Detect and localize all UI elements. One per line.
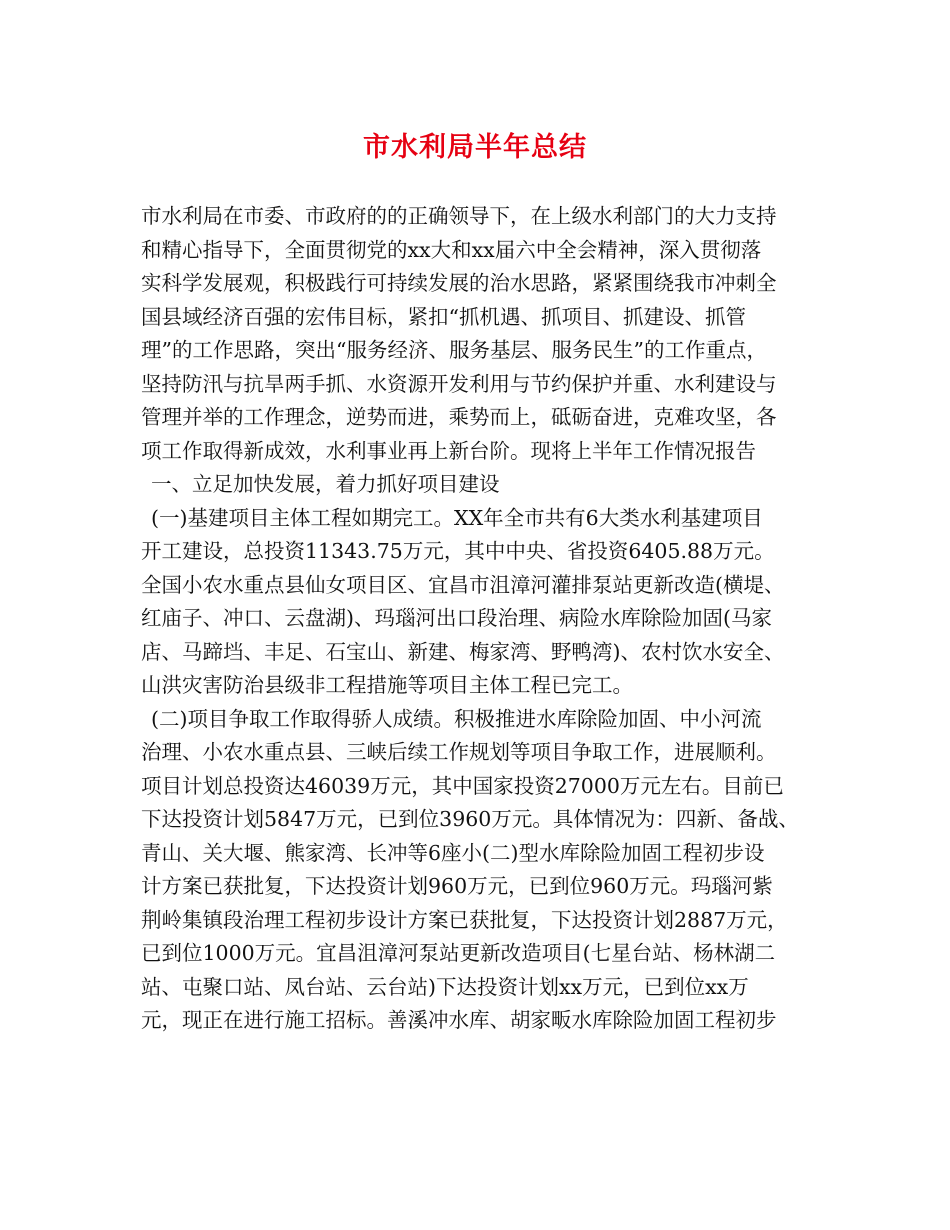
subsection-heading-line: (二)项目争取工作取得骄人成绩。积极推进水库除险加固、中小河流: [151, 706, 762, 731]
text-line: 理”的工作思路，突出“服务经济、服务基层、服务民生”的工作重点，: [141, 338, 767, 362]
text-line: 已到位1000万元。宜昌沮漳河泵站更新改造项目(七星台站、杨林湖二: [141, 941, 776, 965]
text-line: 荆岭集镇段治理工程初步设计方案已获批复，下达投资计划2887万元，: [141, 907, 788, 932]
subsection-heading-line: (一)基建项目主体工程如期完工。XX年全市共有6大类水利基建项目: [151, 505, 763, 530]
document-body: [141, 200, 821, 1038]
text-line: 开工建设，总投资11343.75万元，其中中央、省投资6405.88万元。: [141, 539, 775, 563]
text-line: 管理并举的工作理念，逆势而进，乘势而上，砥砺奋进，克难攻坚，各: [141, 405, 777, 429]
text-line: 项目计划总投资达46039万元，其中国家投资27000万元左右。目前已: [141, 773, 784, 798]
text-line: 店、马蹄垱、丰足、石宝山、新建、梅家湾、野鸭湾)、农村饮水安全、: [141, 639, 785, 664]
text-line: 国县域经济百强的宏伟目标，紧扣“抓机遇、抓项目、抓建设、抓管: [141, 304, 746, 329]
text-line: 下达投资计划5847万元，已到位3960万元。具体情况为：四新、备战、: [141, 807, 799, 831]
document-title: 市水利局半年总结: [363, 132, 587, 163]
text-line: 市水利局在市委、市政府的的正确领导下，在上级水利部门的大力支持: [141, 204, 777, 228]
text-line: 红庙子、冲口、云盘湖)、玛瑙河出口段治理、病险水库除险加固(马家: [141, 606, 772, 630]
text-line: 站、屯聚口站、凤台站、云台站)下达投资计划xx万元，已到位xx万: [141, 974, 749, 999]
text-line: 计方案已获批复，下达投资计划960万元，已到位960万元。玛瑙河紫: [141, 874, 773, 898]
text-line: 青山、关大堰、熊家湾、长冲等6座小(二)型水库除险加固工程初步设: [141, 840, 765, 865]
text-line: 项工作取得新成效，水利事业再上新台阶。现将上半年工作情况报告: [141, 438, 756, 463]
section-heading: 一、立足加快发展，着力抓好项目建设: [151, 472, 500, 496]
text-line: 山洪灾害防治县级非工程措施等项目主体工程已完工。: [141, 673, 633, 697]
text-line: 和精心指导下，全面贯彻党的xx大和xx届六中全会精神，深入贯彻落: [141, 237, 762, 262]
text-line: 治理、小农水重点县、三峡后续工作规划等项目争取工作，进展顺利。: [141, 740, 777, 764]
text-line: 元，现正在进行施工招标。善溪冲水库、胡家畈水库除险加固工程初步: [141, 1008, 777, 1032]
text-line: 坚持防汛与抗旱两手抓、水资源开发利用与节约保护并重、水利建设与: [141, 371, 777, 396]
text-line: 全国小农水重点县仙女项目区、宜昌市沮漳河灌排泵站更新改造(横堤、: [141, 572, 785, 597]
text-line: 实科学发展观，积极践行可持续发展的治水思路，紧紧围绕我市冲刺全: [141, 271, 777, 295]
